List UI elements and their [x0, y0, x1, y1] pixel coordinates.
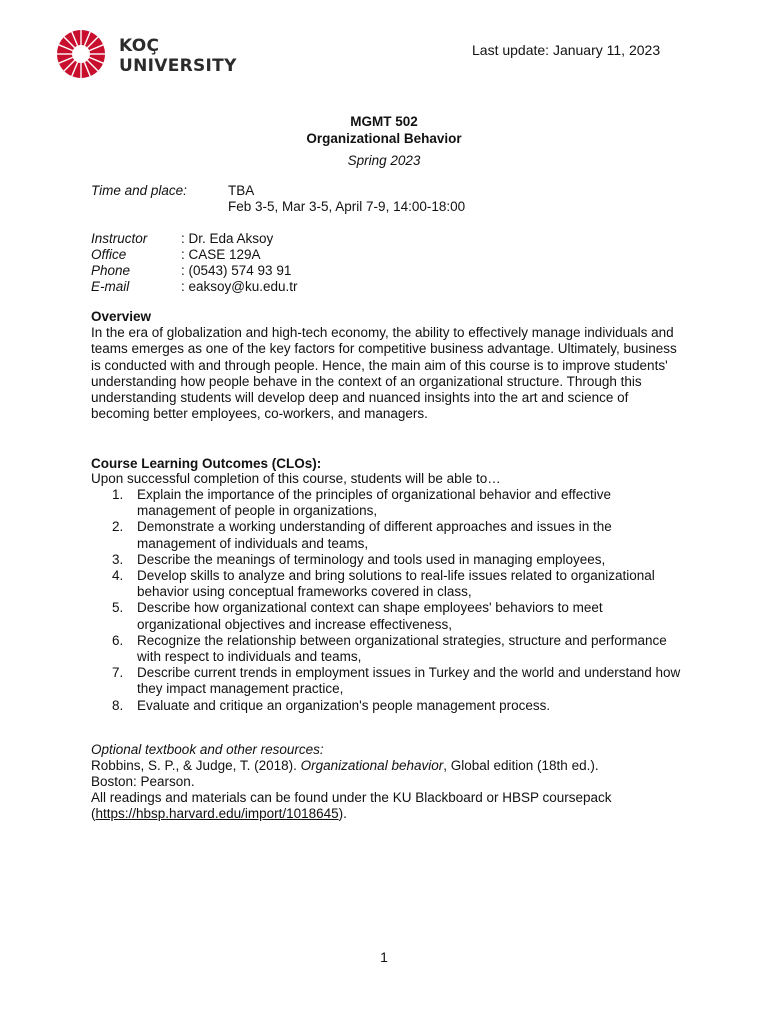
phone-label: Phone — [91, 263, 131, 278]
textbook-citation — [91, 758, 599, 774]
logo-text — [119, 36, 237, 76]
clo-number: 8. — [112, 697, 124, 713]
clo-number: 2. — [112, 519, 124, 535]
close-paren: ). — [338, 806, 347, 821]
instructor-label: Instructor — [91, 231, 148, 246]
coursepack-link[interactable]: https://hbsp.harvard.edu/import/1018645 — [95, 806, 339, 821]
clo-text: Develop skills to analyze and bring solutions to real-life issues related to organizational behavior using conceptual frameworks covered in class, — [137, 568, 655, 600]
clo-heading: Course Learning Outcomes (CLOs): — [91, 456, 322, 471]
clo-item — [91, 665, 681, 697]
koc-university-logo — [55, 28, 240, 80]
logo-text-line2: UNIVERSITY — [119, 56, 237, 76]
last-update: Last update: January 11, 2023 — [472, 42, 661, 58]
clo-text: Explain the importance of the principles of organizational behavior and effective management of people in organizations, — [137, 487, 612, 519]
logo-text-line1: KOÇ — [119, 36, 160, 56]
clo-list — [91, 487, 681, 714]
course-code: MGMT 502 — [350, 114, 418, 129]
phone-value: : (0543) 574 93 91 — [181, 263, 292, 278]
time-place-value: TBA — [228, 183, 255, 198]
time-place-label: Time and place: — [91, 183, 187, 198]
course-name: Organizational Behavior — [306, 131, 462, 146]
koc-emblem-icon — [55, 28, 107, 80]
email-label: E-mail — [91, 279, 130, 294]
course-term: Spring 2023 — [347, 153, 421, 168]
citation-edition: , Global edition (18th ed.). — [443, 758, 599, 773]
citation-title: Organizational behavior — [300, 758, 444, 773]
open-paren: ( — [91, 806, 96, 821]
citation-authors: Robbins, S. P., & Judge, T. (2018). — [91, 758, 301, 773]
clo-text: Describe how organizational context can shape employees' behaviors to meet organizational objectives and increase effectiveness, — [137, 600, 603, 632]
overview-heading: Overview — [91, 309, 152, 324]
overview-text: In the era of globalization and high-tech economy, the ability to effectively manage individuals and teams emerges as one of the key factors for competitive business advantage. Ultimately, business is conducted with and through people. Hence, the main aim of this course is to improve students' understanding how people behave in the context of an organizational structure. Through this understanding students will develop deep and nuanced insights into the art and science of becoming better employees, co-workers, and managers. — [91, 325, 677, 422]
course-title-block — [0, 113, 768, 169]
clo-number: 7. — [112, 665, 124, 681]
readings-text: All readings and materials can be found under the KU Blackboard or HBSP coursepack — [91, 790, 612, 805]
clo-intro: Upon successful completion of this course, students will be able to… — [91, 471, 501, 486]
clo-text: Describe the meanings of terminology and tools used in managing employees, — [137, 551, 606, 567]
instructor-value: : Dr. Eda Aksoy — [181, 231, 274, 246]
clo-item — [91, 568, 681, 600]
time-place-schedule: Feb 3-5, Mar 3-5, April 7-9, 14:00-18:00 — [228, 199, 466, 214]
clo-number: 6. — [112, 632, 124, 648]
clo-number: 5. — [112, 600, 124, 616]
clo-item — [91, 552, 681, 568]
office-value: : CASE 129A — [181, 247, 261, 262]
coursepack-link-line — [91, 806, 347, 822]
clo-number: 1. — [112, 487, 124, 502]
clo-item — [91, 698, 681, 714]
email-value: : eaksoy@ku.edu.tr — [181, 279, 298, 294]
clo-number: 4. — [112, 568, 124, 584]
page-number: 1 — [380, 949, 388, 965]
clo-text: Recognize the relationship between organizational strategies, structure and performance with respect to individuals and teams, — [137, 632, 667, 665]
clo-text: Evaluate and critique an organization's people management process. — [137, 697, 551, 713]
clo-item — [91, 487, 681, 519]
clo-text: Demonstrate a working understanding of different approaches and issues in the management of individuals and teams, — [137, 519, 612, 551]
citation-publisher: Boston: Pearson. — [91, 774, 195, 789]
clo-text: Describe current trends in employment issues in Turkey and the world and understand how they impact management practice, — [137, 665, 681, 697]
clo-item — [91, 519, 681, 551]
clo-number: 3. — [112, 551, 124, 567]
office-label: Office — [91, 247, 127, 262]
resources-heading: Optional textbook and other resources: — [91, 742, 324, 757]
clo-item — [91, 600, 681, 632]
clo-item — [91, 633, 681, 665]
